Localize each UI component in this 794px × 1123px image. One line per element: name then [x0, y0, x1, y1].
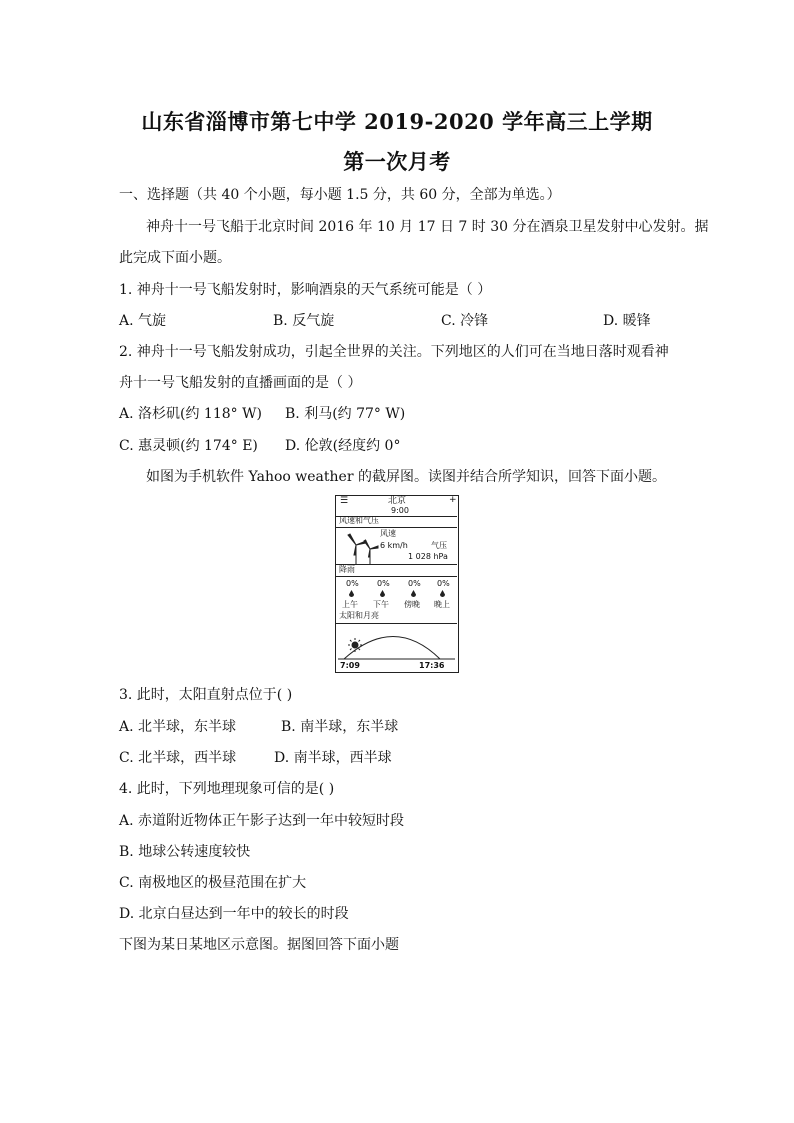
pressure-label: 气压 [431, 541, 447, 550]
wind-turbine-icon [344, 529, 384, 567]
question-2-stem: 2. 神舟十一号飞船发射成功，引起全世界的关注。下列地区的人们可在当地日落时观看神 [119, 344, 669, 360]
question-3-option-c[interactable]: C. 北半球，西半球 [119, 750, 237, 766]
question-2-option-a[interactable]: A. 洛杉矶(约 118° W) [119, 406, 262, 422]
intro-paragraph-2: 如图为手机软件 Yahoo weather 的截屏图。读图并结合所学知识，回答下面小题。 [146, 469, 666, 485]
exam-subtitle: 第一次月考 [343, 149, 451, 174]
divider [336, 527, 457, 528]
question-1-option-c[interactable]: C. 冷锋 [441, 313, 489, 329]
sunset-time: 17:36 [419, 661, 445, 670]
question-1-option-a[interactable]: A. 气旋 [119, 313, 167, 329]
question-4-option-d[interactable]: D. 北京白昼达到一年中的较长的时段 [119, 906, 349, 922]
question-4-option-a[interactable]: A. 赤道附近物体正午影子达到一年中较短时段 [119, 813, 405, 829]
figure-city: 北京 [388, 496, 407, 506]
rain-period-label: 晚上 [434, 600, 450, 609]
rain-period-label: 上午 [342, 600, 358, 609]
figure-time: 9:00 [391, 506, 409, 515]
raindrop-icon [411, 590, 416, 597]
rain-percent: 0% [408, 579, 421, 588]
pressure-value: 1 028 hPa [408, 552, 448, 561]
question-3-option-b[interactable]: B. 南半球，东半球 [281, 719, 399, 735]
intro-paragraph-1: 神舟十一号飞船于北京时间 2016 年 10 月 17 日 7 时 30 分在酒泉卫星发射中心发射。据 [146, 219, 709, 235]
raindrop-icon [380, 590, 385, 597]
sunrise-time: 7:09 [340, 661, 360, 670]
wind-speed-label: 风速 [380, 529, 396, 538]
question-1-option-b[interactable]: B. 反气旋 [273, 313, 335, 329]
raindrop-icon [349, 590, 354, 597]
question-2-stem-cont: 舟十一号飞船发射的直播画面的是（ ） [119, 375, 362, 391]
plus-icon: + [449, 495, 457, 505]
question-3-stem: 3. 此时，太阳直射点位于( ) [119, 687, 293, 703]
rain-percent: 0% [437, 579, 450, 588]
weather-app-figure [335, 495, 459, 673]
rain-section-label: 降雨 [339, 565, 355, 574]
sun-moon-section-label: 太阳和月亮 [339, 611, 379, 620]
raindrop-icon [440, 590, 445, 597]
question-2-option-c[interactable]: C. 惠灵顿(约 174° E) [119, 438, 258, 454]
rain-period-label: 下午 [373, 600, 389, 609]
wind-speed-value: 6 km/h [380, 541, 408, 550]
question-2-option-b[interactable]: B. 利马(约 77° W) [285, 406, 406, 422]
rain-percent: 0% [346, 579, 359, 588]
question-4-option-b[interactable]: B. 地球公转速度较快 [119, 844, 251, 860]
question-3-option-a[interactable]: A. 北半球，东半球 [119, 719, 237, 735]
exam-title: 山东省淄博市第七中学 2019-2020 学年高三上学期 [141, 109, 653, 134]
question-1-stem: 1. 神舟十一号飞船发射时，影响酒泉的天气系统可能是（ ） [119, 282, 492, 298]
section-heading: 一、选择题（共 40 个小题，每小题 1.5 分，共 60 分，全部为单选。） [119, 187, 561, 203]
intro-paragraph-3: 下图为某日某地区示意图。据图回答下面小题 [119, 937, 399, 953]
question-4-option-c[interactable]: C. 南极地区的极昼范围在扩大 [119, 875, 307, 891]
divider [336, 576, 457, 577]
rain-period-label: 傍晚 [404, 600, 420, 609]
menu-icon: ☰ [340, 496, 349, 506]
wind-section-label: 风速和气压 [339, 516, 379, 525]
question-3-option-d[interactable]: D. 南半球，西半球 [274, 750, 392, 766]
question-1-option-d[interactable]: D. 暖锋 [603, 313, 651, 329]
question-2-option-d[interactable]: D. 伦敦(经度约 0° [285, 438, 401, 454]
sun-path-arc [336, 624, 457, 662]
intro-paragraph-1-cont: 此完成下面小题。 [119, 250, 231, 266]
question-4-stem: 4. 此时，下列地理现象可信的是( ) [119, 781, 335, 797]
rain-percent: 0% [377, 579, 390, 588]
